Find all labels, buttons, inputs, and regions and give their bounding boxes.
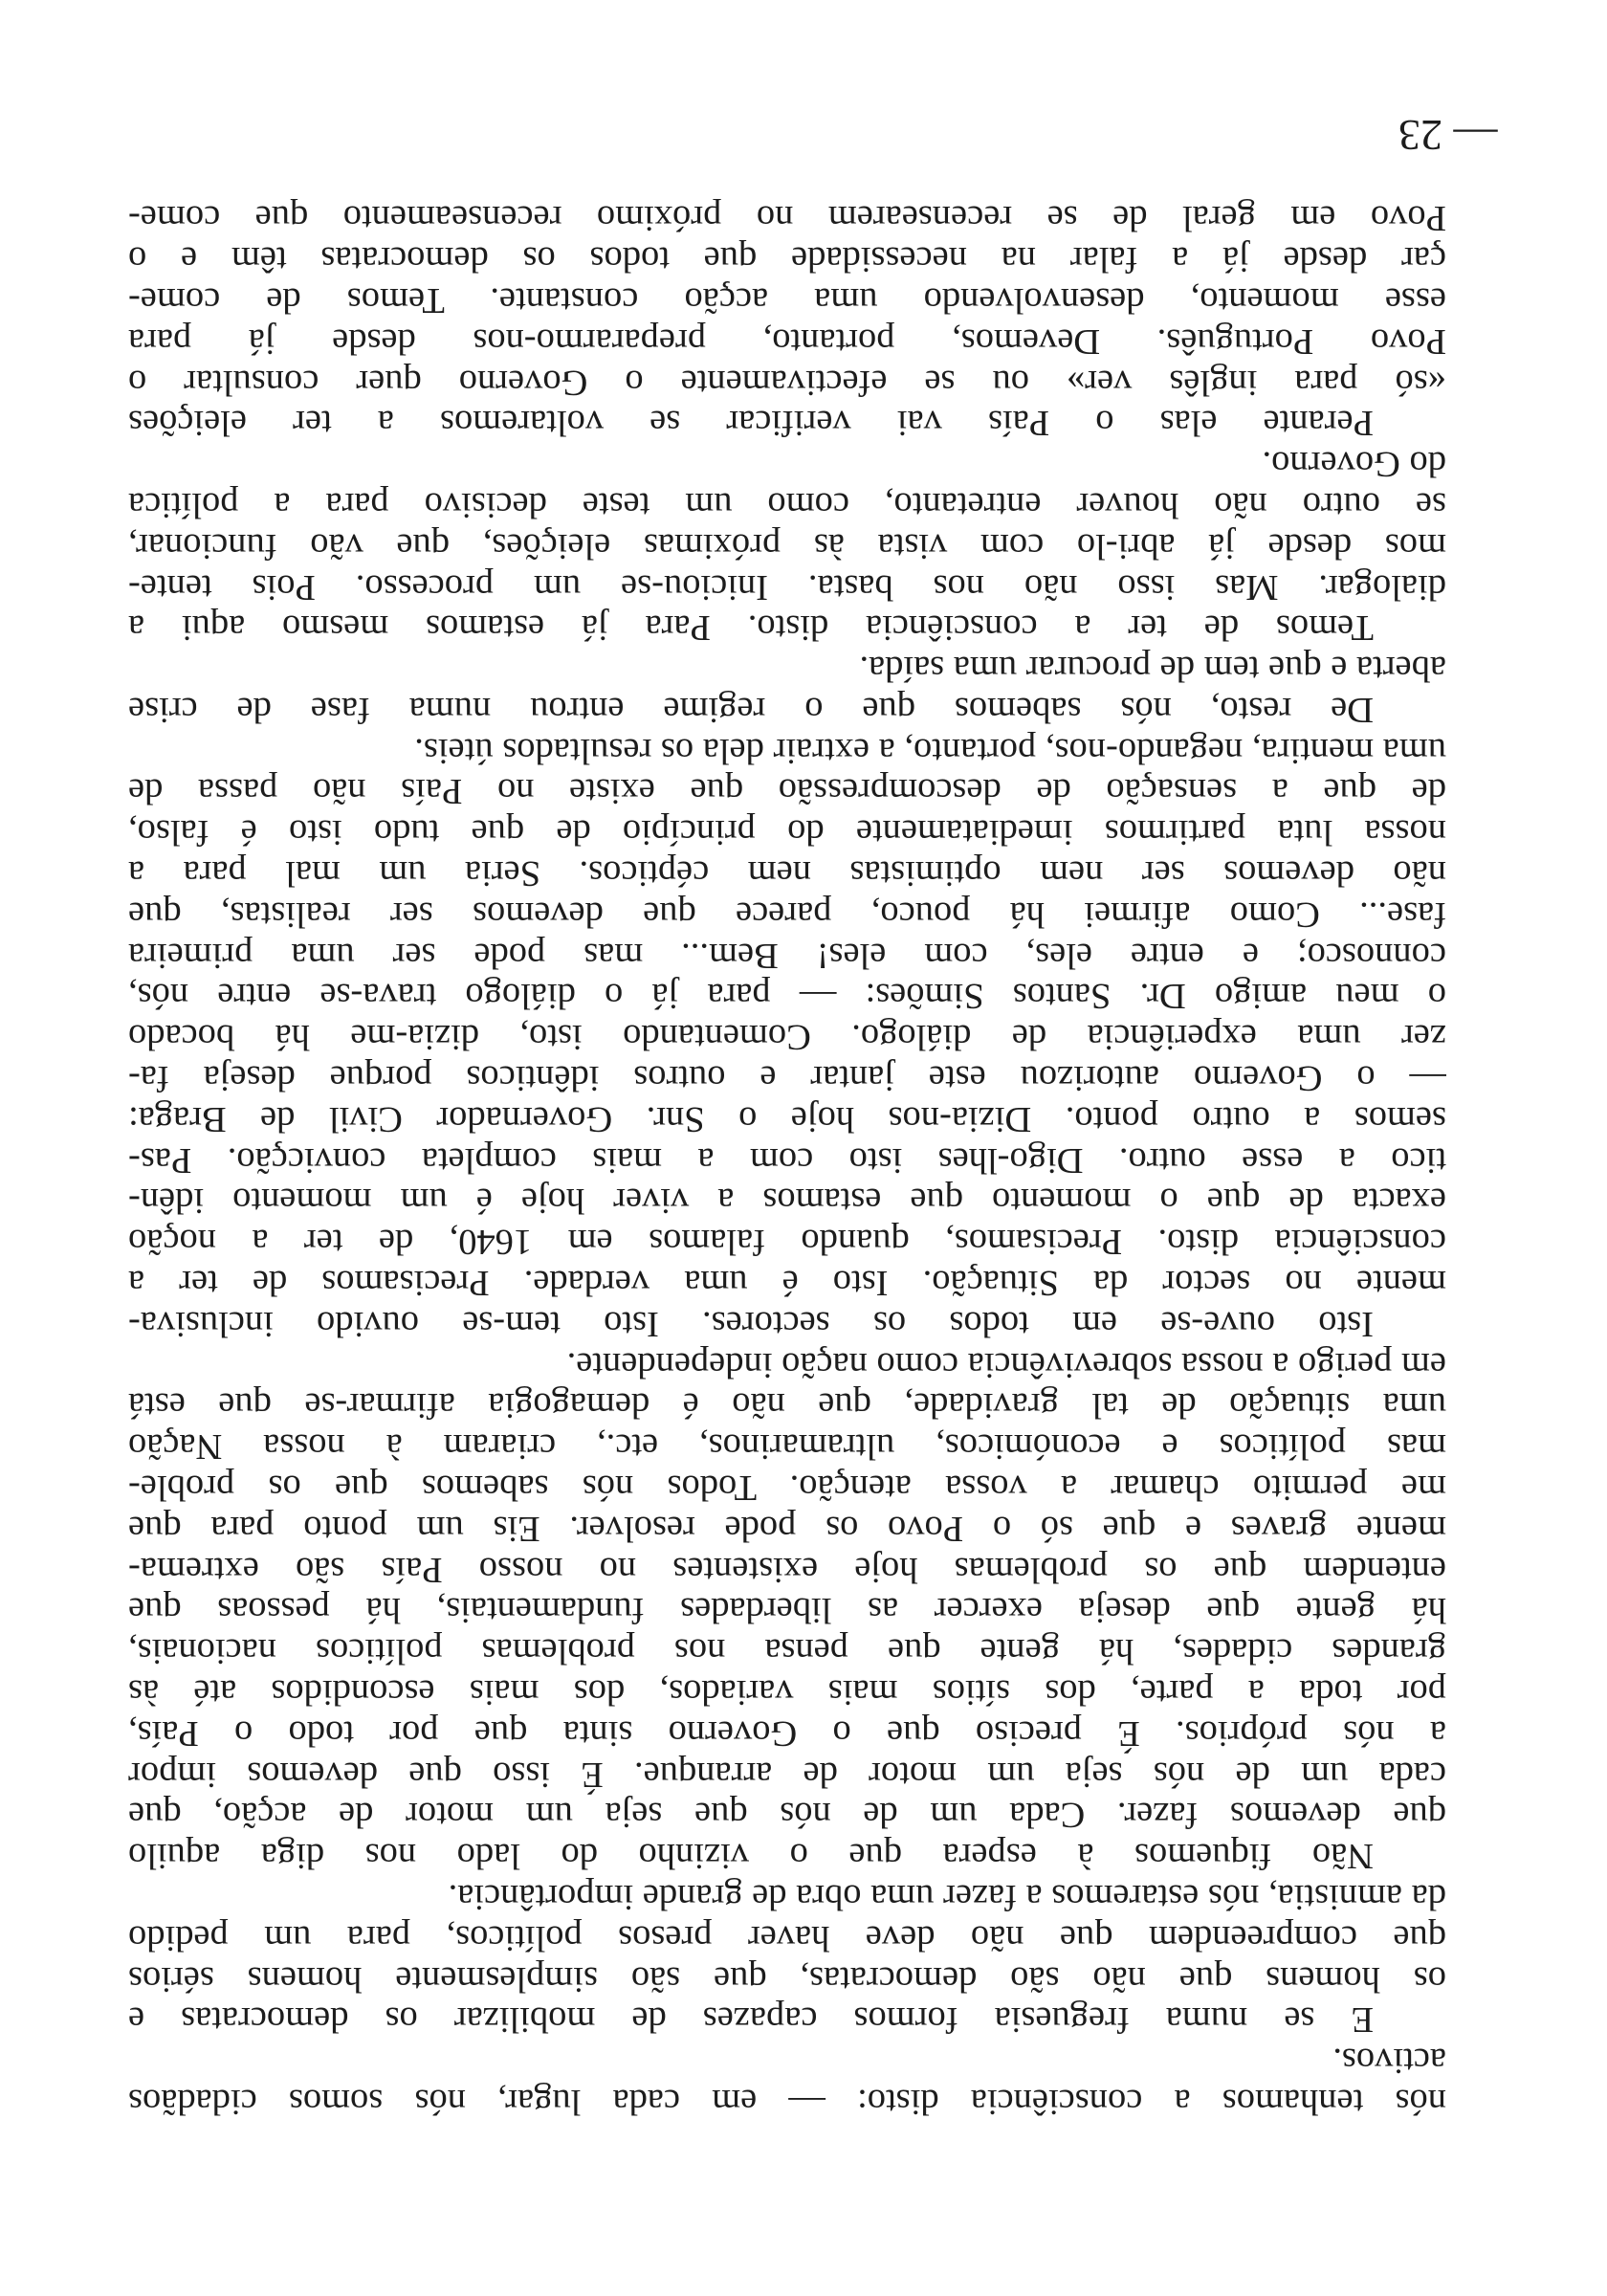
text-line: esse momento, desenvolvendo uma acção constante. Temos de come-: [128, 279, 1446, 320]
text-line: me permito chamar a vossa atenção. Todos nós sabemos que os proble-: [128, 1468, 1446, 1509]
text-line: activos.: [1332, 2041, 1446, 2082]
text-line: E se numa freguesia formos capazes de mobilizar os democratas e: [128, 1999, 1374, 2041]
text-line: consciência disto. Precisamos, quando falamos em 1640, de ter a noção: [128, 1222, 1446, 1263]
text-line: da amnistia, nós estaremos a fazer uma obra de grande importância.: [448, 1877, 1446, 1918]
text-line: os homens que não são democratas, que são simplesmente homens sérios: [128, 1958, 1446, 1999]
text-line: Povo em geral de se recensearem no próximo recenseamento que come-: [128, 198, 1446, 239]
text-line: fase... Como afirmei há pouco, parece que devemos ser realistas, que: [128, 894, 1446, 935]
text-line: mente no sector da Situação. Isto é uma verdade. Precisamos de ter a: [128, 1263, 1446, 1304]
text-line: que devemos fazer. Cada um de nós que seja um motor de acção, que: [128, 1795, 1446, 1836]
text-line: do Governo.: [1262, 444, 1446, 485]
text-line: tico a esse outro. Digo-lhes isto com a mais completa convicção. Pas-: [128, 1139, 1446, 1181]
text-line: mos desde já abri-lo com vista às próximas eleições, que vão funcionar,: [128, 525, 1446, 566]
text-line: semos a outro ponto. Dizia-nos hoje o Snr. Governador Civil de Braga:: [128, 1098, 1446, 1139]
text-line: não devemos ser nem optimistas nem cépticos. Seria um mal para a: [128, 853, 1446, 894]
text-line: grandes cidades, há gente que pensa nos problemas políticos nacionais,: [128, 1631, 1446, 1672]
text-line: de que a sensação de descompressão que existe no País não passa de: [128, 771, 1446, 812]
body-text: [128, 198, 1446, 2122]
text-line: em perigo a nossa sobrevivência como nação independente.: [566, 1344, 1446, 1385]
text-line: aberta e que tem de procurar uma saída.: [859, 649, 1446, 690]
text-line: por toda a parte, dos sítios mais variados, dos mais escondidos até às: [128, 1672, 1446, 1713]
text-line: Isto ouve-se em todos os sectores. Isto tem-se ouvido inclusiva-: [128, 1303, 1374, 1344]
text-line: que compreendem que não deve haver presos políticos, para um pedido: [128, 1917, 1446, 1958]
text-line: De resto, nós sabemos que o regime entrou numa fase de crise: [128, 689, 1374, 730]
text-line: mas políticos e económicos, ultramarinos, etc., criaram à nossa Nação: [128, 1426, 1446, 1468]
text-line: connosco; e entre eles, com eles! Bem... mas pode ser uma primeira: [128, 935, 1446, 976]
text-line: — o Governo autorizou este jantar e outros idênticos porque deseja fa-: [128, 1058, 1446, 1099]
text-line: a nós próprios. É preciso que o Governo sinta que por todo o País,: [128, 1712, 1446, 1754]
text-line: çar desde já a falar na necessidade que todos os democratas têm e o: [128, 239, 1446, 280]
page-number: — 23: [1398, 111, 1498, 160]
text-line: nós tenhamos a consciência disto: — em cada lugar, nós somos cidadãos: [128, 2082, 1446, 2122]
text-line: uma mentira, negando-nos, portanto, a extrair dela os resultados úteis.: [414, 730, 1446, 771]
text-line: nossa luta partirmos imediatamente do princípio de que tudo isto é falso,: [128, 812, 1446, 853]
text-line: há gente que deseja exercer as liberdades fundamentais, há pessoas que: [128, 1590, 1446, 1631]
text-line: Não fiquemos à espera que o vizinho do lado nos diga aquilo: [128, 1836, 1374, 1877]
text-line: entendem que os problemas hoje existentes no nosso País são extrema-: [128, 1549, 1446, 1590]
text-line: o meu amigo Dr. Santos Simões: — para já o diálogo trava-se entre nós,: [128, 976, 1446, 1017]
text-line: se outro não houver entretanto, como um teste decisivo para a política: [128, 484, 1446, 525]
text-line: «só para inglês ver» ou se efectivamente o Governo quer consultar o: [128, 362, 1446, 403]
text-line: dialogar. Mas isso não nos basta. Iniciou-se um processo. Pois tente-: [128, 566, 1446, 607]
text-line: zer uma experiência de diálogo. Comentando isto, dizia-me há bocado: [128, 1017, 1446, 1058]
text-line: mente graves e que só o Povo os pode resolver. Eis um ponto para que: [128, 1508, 1446, 1549]
text-line: Povo Português. Devemos, portanto, prepararmo-nos desde já para: [128, 320, 1446, 362]
text-line: uma situação de tal gravidade, que não é demagogia afirmar-se que está: [128, 1385, 1446, 1426]
text-line: Perante elas o País vai verificar se voltaremos a ter eleições: [128, 403, 1374, 444]
text-line: Temos de ter a consciência disto. Para já estamos mesmo aqui a: [128, 607, 1374, 649]
text-line: exacta de que o momento que estamos a viver hoje é um momento idên-: [128, 1181, 1446, 1222]
text-line: cada um de nós seja um motor de arranque. É isso que devemos impor: [128, 1754, 1446, 1795]
